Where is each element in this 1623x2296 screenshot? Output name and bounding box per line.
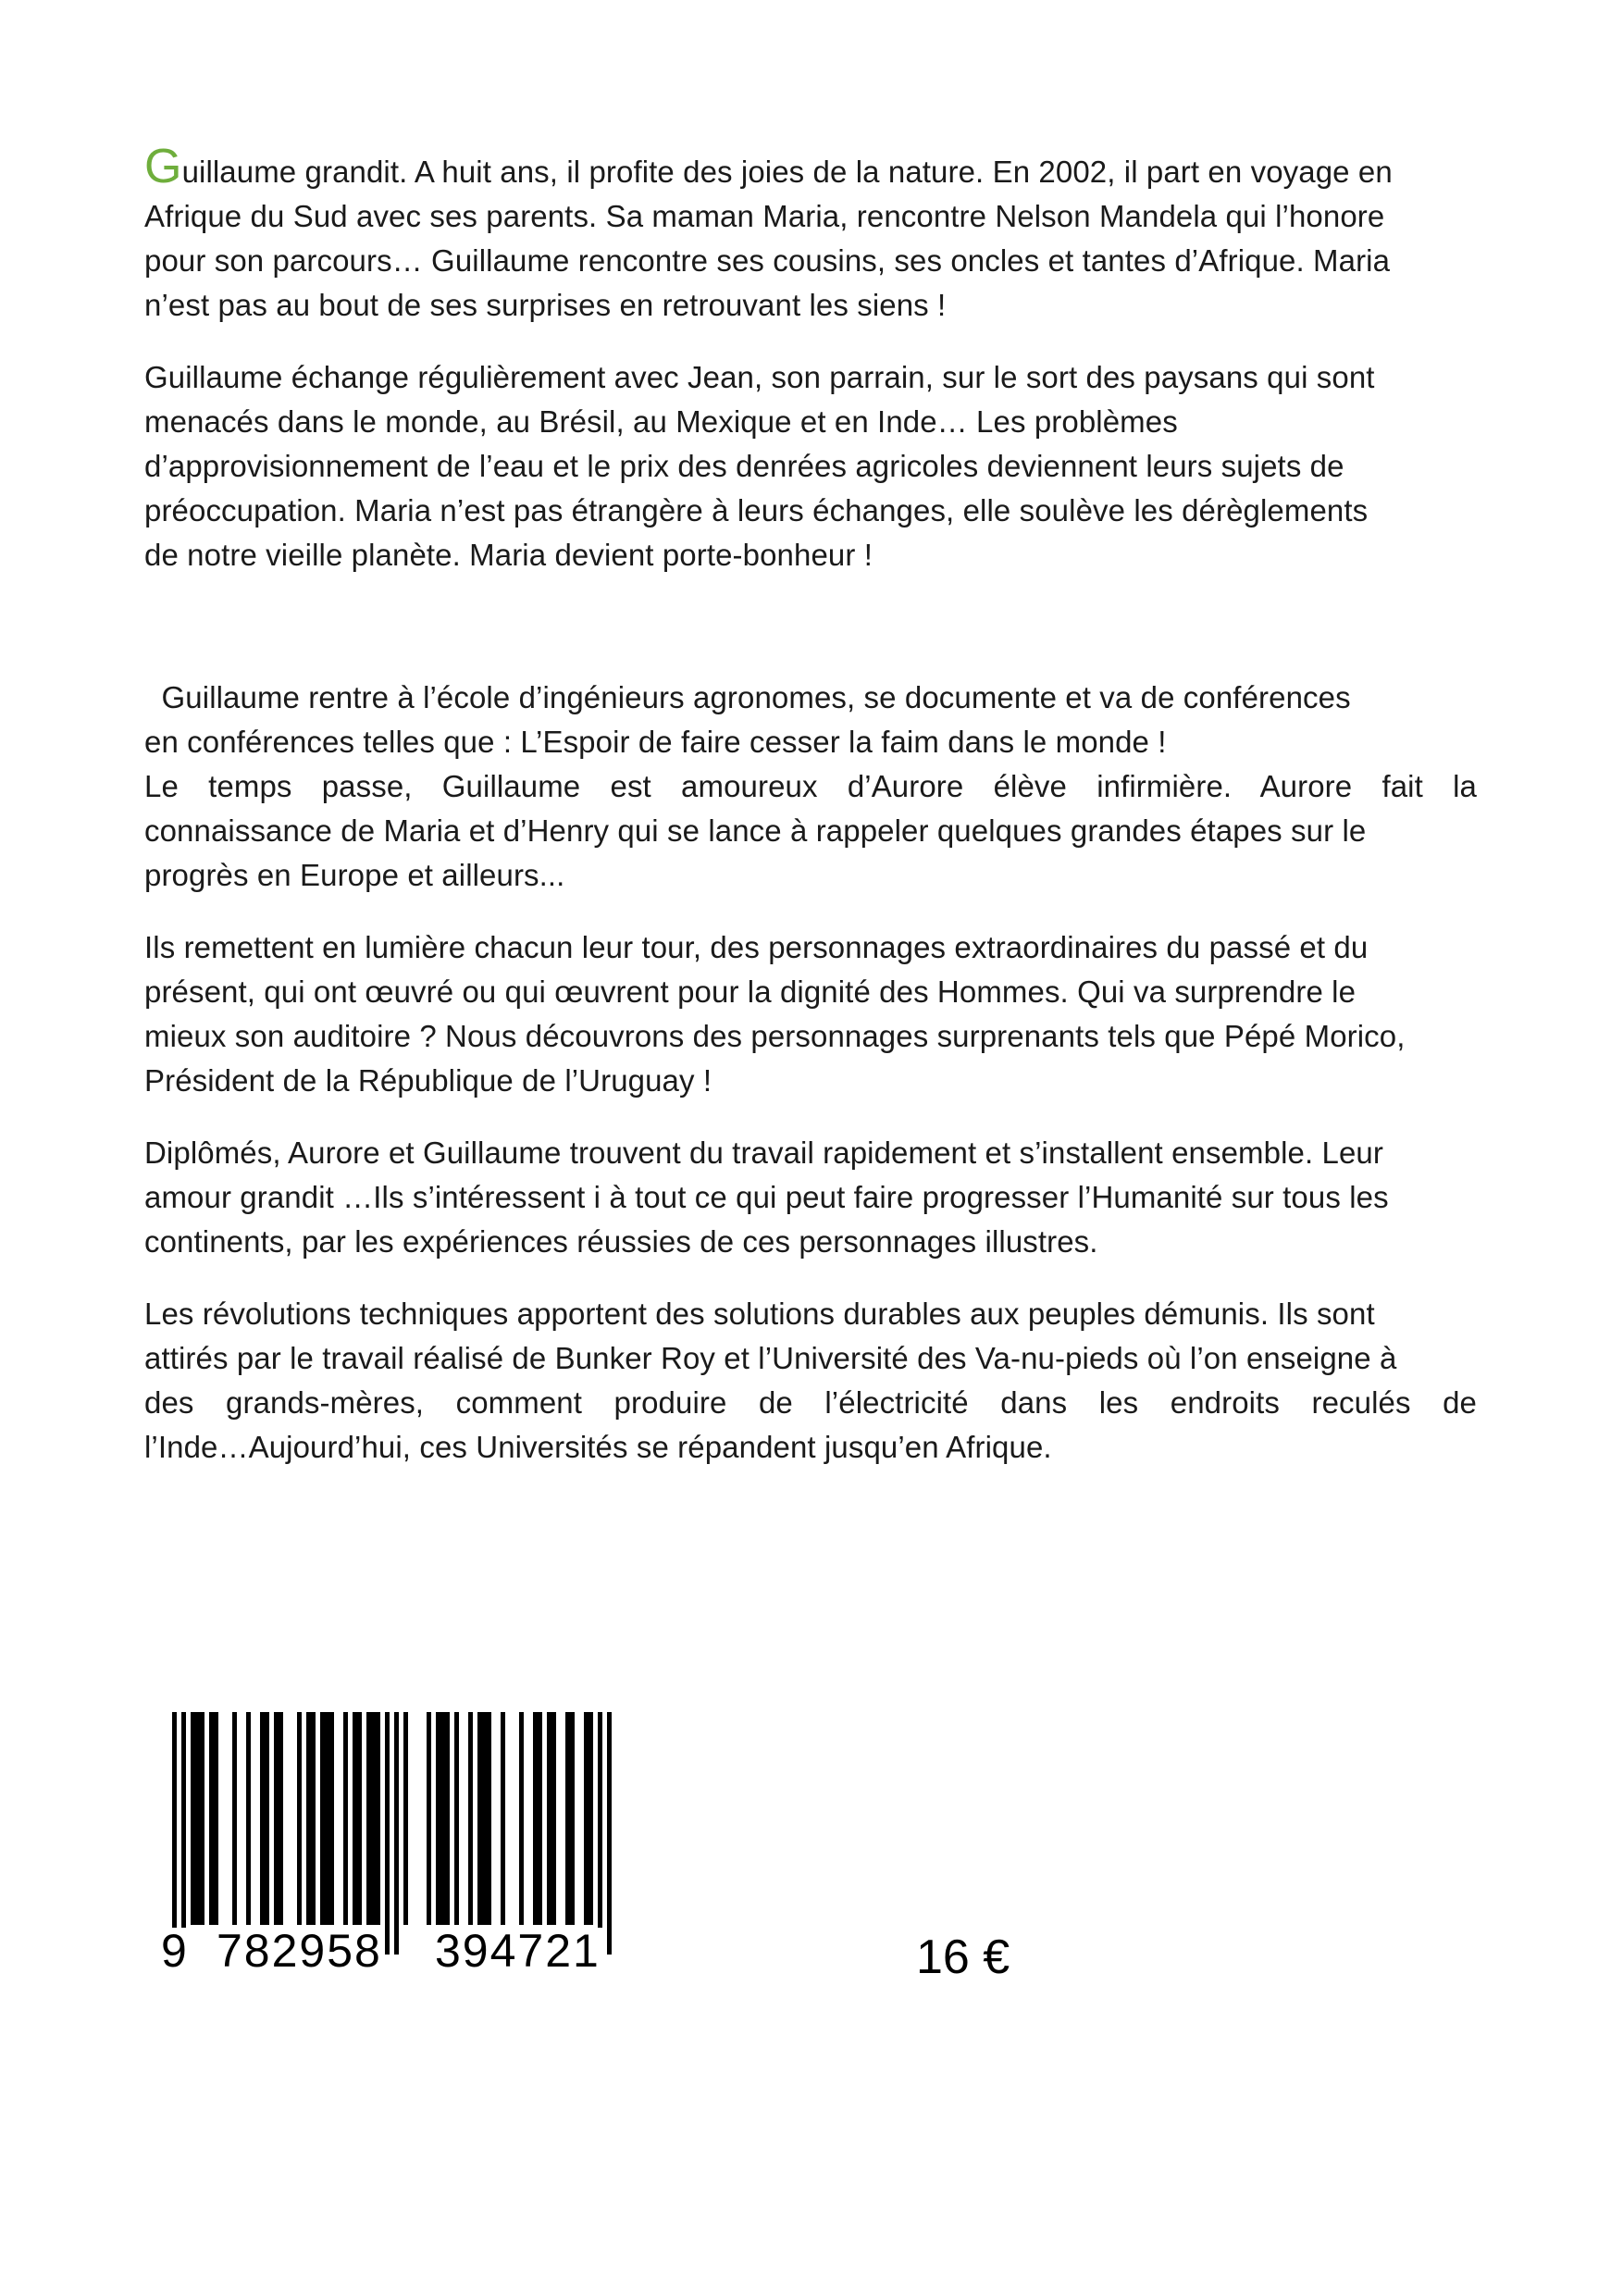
paragraph-1 <box>144 140 1477 328</box>
barcode-guard-bar <box>394 1712 399 1955</box>
isbn-barcode <box>163 1712 644 1980</box>
paragraph-2 <box>144 355 1477 577</box>
barcode-digit-first: 9 <box>161 1925 187 1977</box>
paragraph-4-line-3: progrès en Europe et ailleurs... <box>144 858 565 892</box>
paragraph-3-line-2: en conférences telles que : L’Espoir de faire cesser la faim dans le monde ! <box>144 725 1167 759</box>
paragraph-6-line-3: continents, par les expériences réussies de ces personnages illustres. <box>144 1224 1098 1259</box>
paragraph-6 <box>144 1131 1477 1264</box>
drop-cap: G <box>144 140 182 193</box>
paragraph-1-line-4: n’est pas au bout de ses surprises en retrouvant les siens ! <box>144 288 947 322</box>
barcode-bar <box>501 1712 505 1925</box>
paragraph-6-line-1: Diplômés, Aurore et Guillaume trouvent du travail rapidement et s’installent ensemble. Leur <box>144 1136 1383 1170</box>
paragraph-2-line-2: menacés dans le monde, au Brésil, au Mexique et en Inde… Les problèmes <box>144 404 1178 439</box>
barcode-bar <box>246 1712 251 1925</box>
paragraph-2-line-3: d’approvisionnement de l’eau et le prix des denrées agricoles deviennent leurs sujets de <box>144 449 1344 483</box>
paragraph-7-line-3: des grands-mères, comment produire de l’électricité dans les endroits reculés de <box>144 1385 1477 1420</box>
price-label: 16 € <box>916 1930 1010 1984</box>
barcode-digits-right: 394721 <box>435 1925 601 1977</box>
barcode-bar <box>533 1712 542 1925</box>
paragraph-4-line-2: connaissance de Maria et d’Henry qui se lance à rappeler quelques grandes étapes sur le <box>144 813 1367 848</box>
barcode-bar <box>584 1712 593 1925</box>
paragraph-5-line-4: Président de la République de l’Uruguay ! <box>144 1063 712 1098</box>
barcode-guard-bar <box>385 1712 390 1955</box>
barcode-guard-bar <box>181 1712 186 1955</box>
barcode-bar <box>320 1712 334 1925</box>
barcode-bar <box>209 1712 218 1925</box>
barcode-bar <box>547 1712 556 1925</box>
barcode-bar <box>366 1712 380 1925</box>
barcode-bar <box>403 1712 408 1925</box>
paragraph-1-line-1: uillaume grandit. A huit ans, il profite des joies de la nature. En 2002, il part en voyage en <box>181 155 1393 189</box>
barcode-bar <box>274 1712 283 1925</box>
barcode-bar <box>454 1712 459 1925</box>
barcode-guard-bar <box>607 1712 612 1955</box>
paragraph-5 <box>144 925 1477 1103</box>
paragraph-6-line-2: amour grandit …Ils s’intéressent i à tout ce qui peut faire progresser l’Humanité sur tous les <box>144 1180 1389 1214</box>
barcode-bar <box>232 1712 237 1925</box>
barcode-bar <box>468 1712 473 1925</box>
barcode-bar <box>427 1712 431 1925</box>
paragraph-1-line-2: Afrique du Sud avec ses parents. Sa maman Maria, rencontre Nelson Mandela qui l’honore <box>144 199 1385 233</box>
paragraph-7-line-4: l’Inde…Aujourd’hui, ces Universités se répandent jusqu’en Afrique. <box>144 1430 1052 1464</box>
barcode-bar <box>260 1712 269 1925</box>
paragraph-5-line-1: Ils remettent en lumière chacun leur tour, des personnages extraordinaires du passé et du <box>144 930 1369 964</box>
barcode-bar <box>343 1712 348 1925</box>
barcode-bar <box>436 1712 450 1925</box>
paragraph-7 <box>144 1292 1477 1470</box>
paragraph-5-line-2: présent, qui ont œuvré ou qui œuvrent pour la dignité des Hommes. Qui va surprendre le <box>144 974 1357 1009</box>
barcode-guard-bar <box>172 1712 177 1955</box>
barcode-digits-left: 782958 <box>217 1925 382 1977</box>
barcode-bar <box>565 1712 575 1925</box>
paragraph-2-line-5: de notre vieille planète. Maria devient porte-bonheur ! <box>144 538 873 572</box>
paragraph-4 <box>144 764 1477 898</box>
barcode-bar <box>519 1712 524 1925</box>
barcode-bar <box>191 1712 204 1925</box>
paragraph-3 <box>144 631 1477 764</box>
paragraph-4-line-1: Le temps passe, Guillaume est amoureux d’Aurore élève infirmière. Aurore fait la <box>144 769 1477 803</box>
back-cover-text <box>144 140 1477 1470</box>
paragraph-7-line-1: Les révolutions techniques apportent des solutions durables aux peuples démunis. Ils sont <box>144 1297 1375 1331</box>
paragraph-7-line-2: attirés par le travail réalisé de Bunker Roy et l’Université des Va-nu-pieds où l’on enseigne à <box>144 1341 1397 1375</box>
barcode-bar <box>353 1712 362 1925</box>
paragraph-1-line-3: pour son parcours… Guillaume rencontre ses cousins, ses oncles et tantes d’Afrique. Maria <box>144 243 1391 278</box>
paragraph-3-line-1: Guillaume rentre à l’école d’ingénieurs agronomes, se documente et va de conférences <box>144 680 1351 714</box>
barcode-guard-bar <box>598 1712 602 1955</box>
paragraph-2-line-1: Guillaume échange régulièrement avec Jean, son parrain, sur le sort des paysans qui sont <box>144 360 1375 394</box>
barcode-bar <box>306 1712 316 1925</box>
barcode-bar <box>297 1712 302 1925</box>
paragraph-5-line-3: mieux son auditoire ? Nous découvrons des personnages surprenants tels que Pépé Morico, <box>144 1019 1406 1053</box>
barcode-bar <box>477 1712 491 1925</box>
paragraph-2-line-4: préoccupation. Maria n’est pas étrangère à leurs échanges, elle soulève les dérèglements <box>144 493 1369 527</box>
